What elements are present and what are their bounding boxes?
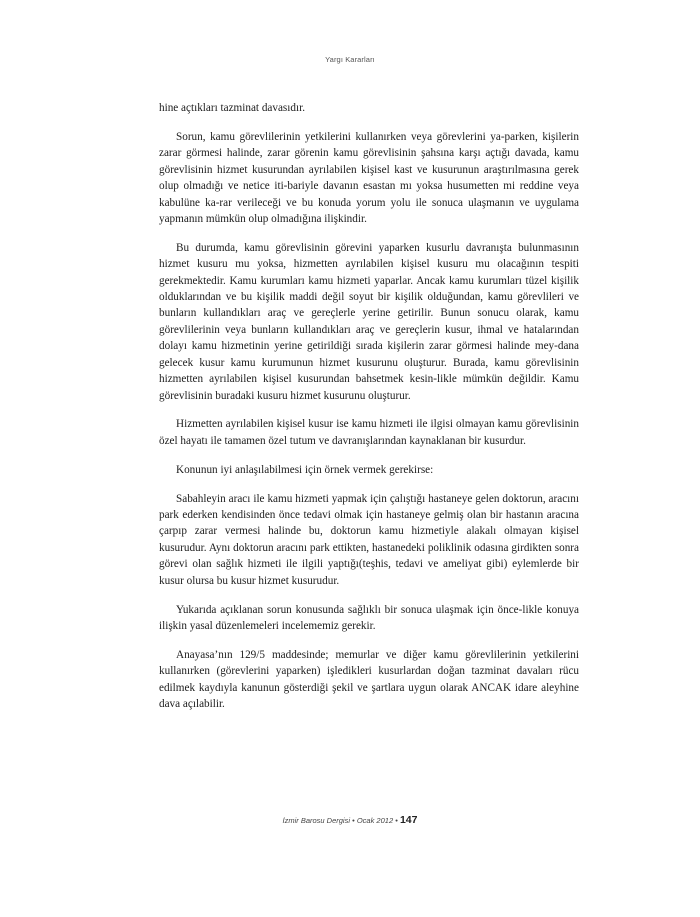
paragraph: Hizmetten ayrılabilen kişisel kusur ise kamu hizmeti ile ilgisi olmayan kamu görevlisinin özel hayatı ile tamamen özel tutum ve davranışlarından kaynaklanan bir kusurdur.: [159, 418, 579, 447]
paragraph: Bu durumda, kamu görevlisinin görevini yaparken kusurlu davranışta bulunmasının hizmet kusuru mu yoksa, hizmetten ayrılabilen kişisel kusuru mu olacağının tespiti gerekmektedir. Kamu kurumları kamu hizmeti yaparlar. Ancak kamu kurumları tüzel kişilik olduklarından ve bu kişilik maddi değil soyut bir kişilik olduğundan, kamu görevlileri ve bunların kullandıkları araç ve gereçlerle yerine getirilir. Bunun sonucu olarak, kamu görevlilerinin veya bunların kullandıkları araç ve gereçlerin kusur, ihmal ve hatalarından dolayı kamu hizmetinin yerine getirildiği sırada kişilerin zarar görmesi halinde mey-dana gelecek kusur kamu kurumunun hizmet kusurunu oluşturur. Burada, kamu görevlisinin hizmetten ayrılabilen kişisel kusurundan bahsetmek kesin-likle mümkün değildir. Kamu görevlisinin buradaki kusuru hizmet kusurunu oluşturur.: [159, 241, 579, 402]
running-header: Yargı Kararları: [325, 55, 375, 64]
paragraph: Konunun iyi anlaşılabilmesi için örnek vermek gerekirse:: [176, 463, 434, 476]
paragraph: Anayasa’nın 129/5 maddesinde; memurlar ve diğer kamu görevlilerinin yetkilerini kullanırken (görevlerini yaparken) işledikleri kusurlardan doğan tazminat davaları rücu edilmek kaydıyla kanunun gösterdiği şekil ve şartlara uygun olarak ANCAK idare aleyhine dava açılabilir.: [159, 648, 579, 711]
body-text: [159, 100, 579, 725]
paragraph: Yukarıda açıklanan sorun konusunda sağlıklı bir sonuca ulaşmak için önce-likle konuya ilişkin yasal düzenlemeleri incelememiz gerekir.: [159, 603, 579, 632]
footer-separator: •: [395, 816, 398, 825]
paragraph: hine açtıkları tazminat davasıdır.: [159, 102, 306, 114]
page-number: 147: [399, 814, 418, 826]
paragraph: Sabahleyin aracı ile kamu hizmeti yapmak için çalıştığı hastaneye gelen doktorun, aracını park ederken kendisinden önce tedavi olmak için hastaneye gelmiş olan bir hastanın aracına çarpıp zarar vermesi halinde bu, doktorun kamu hizmetiyle alakalı olmayan kişisel kusurudur. Aynı doktorun aracını park ettikten, hastanedeki poliklinik odasına girdikten sonra görevi olan sağlık hizmeti ile ilgili yaptığı(teşhis, tedavi ve ameliyat gibi) eylemlerde bir kusur olursa bu kusur hizmet kusurudur.: [159, 492, 579, 587]
issue-date: Ocak 2012: [356, 816, 394, 825]
page-footer: [0, 814, 700, 826]
journal-name: İzmir Barosu Dergisi: [282, 816, 351, 825]
paragraph: Sorun, kamu görevlilerinin yetkilerini kullanırken veya görevlerini ya-parken, kişilerin zarar görmesi halinde, zarar görenin kamu görevlisinin şahsına karşı açtığı davada, kamu görevlisinin hizmet kusurundan ayrılabilen kişisel kast ve kusurunun araştırılmasına gerek olup olmadığı ve netice iti-bariyle davanın esastan mı yoksa husumetten mi reddine veya kabulüne ka-rar verileceği ve bu konuda yorum yolu ile sonuca ulaşmanın ve uygulama yapmanın mümkün olup olmadığına ilişkindir.: [159, 130, 579, 225]
footer-separator: •: [352, 816, 355, 825]
